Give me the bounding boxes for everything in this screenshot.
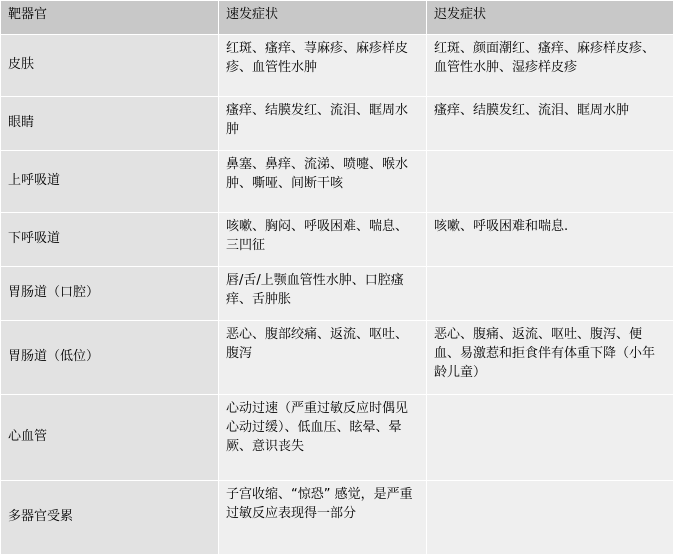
cell-organ: 上呼吸道 bbox=[1, 151, 219, 213]
cell-organ: 皮肤 bbox=[1, 35, 219, 97]
cell-organ: 多器官受累 bbox=[1, 481, 219, 555]
cell-rapid-symptoms: 红斑、瘙痒、荨麻疹、麻疹样皮疹、血管性水肿 bbox=[219, 35, 427, 97]
cell-rapid-symptoms: 咳嗽、胸闷、呼吸困难、喘息、三凹征 bbox=[219, 213, 427, 267]
table-header bbox=[1, 1, 673, 35]
table-row bbox=[1, 97, 673, 151]
cell-delayed-symptoms: 咳嗽、呼吸困难和喘息. bbox=[427, 213, 673, 267]
cell-delayed-symptoms: 红斑、颜面潮红、瘙痒、麻疹样皮疹、血管性水肿、湿疹样皮疹 bbox=[427, 35, 673, 97]
column-header-delayed-symptoms: 迟发症状 bbox=[427, 1, 673, 35]
table-row bbox=[1, 151, 673, 213]
cell-rapid-symptoms: 心动过速（严重过敏反应时偶见心动过缓）、低血压、眩晕、晕厥、意识丧失 bbox=[219, 395, 427, 481]
table-row bbox=[1, 267, 673, 321]
table-row bbox=[1, 321, 673, 395]
cell-organ: 胃肠道（低位） bbox=[1, 321, 219, 395]
table-header-row bbox=[1, 1, 673, 35]
cell-delayed-symptoms bbox=[427, 395, 673, 481]
cell-rapid-symptoms: 恶心、腹部绞痛、返流、呕吐、腹泻 bbox=[219, 321, 427, 395]
cell-organ: 胃肠道（口腔） bbox=[1, 267, 219, 321]
cell-delayed-symptoms bbox=[427, 267, 673, 321]
cell-rapid-symptoms: 鼻塞、鼻痒、流涕、喷嚏、喉水肿、嘶哑、间断干咳 bbox=[219, 151, 427, 213]
table-row bbox=[1, 213, 673, 267]
cell-organ: 眼睛 bbox=[1, 97, 219, 151]
cell-organ: 下呼吸道 bbox=[1, 213, 219, 267]
column-header-rapid-symptoms: 速发症状 bbox=[219, 1, 427, 35]
cell-rapid-symptoms: 唇/舌/上颚血管性水肿、口腔瘙痒、舌肿胀 bbox=[219, 267, 427, 321]
cell-delayed-symptoms: 瘙痒、结膜发红、流泪、眶周水肿 bbox=[427, 97, 673, 151]
cell-delayed-symptoms bbox=[427, 151, 673, 213]
cell-delayed-symptoms: 恶心、腹痛、返流、呕吐、腹泻、便血、易激惹和拒食伴有体重下降（小年龄儿童） bbox=[427, 321, 673, 395]
cell-organ: 心血管 bbox=[1, 395, 219, 481]
cell-rapid-symptoms: 子宫收缩、“惊恐” 感觉，是严重过敏反应表现得一部分 bbox=[219, 481, 427, 555]
column-header-organ: 靶器官 bbox=[1, 1, 219, 35]
cell-rapid-symptoms: 瘙痒、结膜发红、流泪、眶周水肿 bbox=[219, 97, 427, 151]
table-row bbox=[1, 395, 673, 481]
table-row bbox=[1, 35, 673, 97]
cell-delayed-symptoms bbox=[427, 481, 673, 555]
table-body bbox=[1, 35, 673, 555]
table-row bbox=[1, 481, 673, 555]
